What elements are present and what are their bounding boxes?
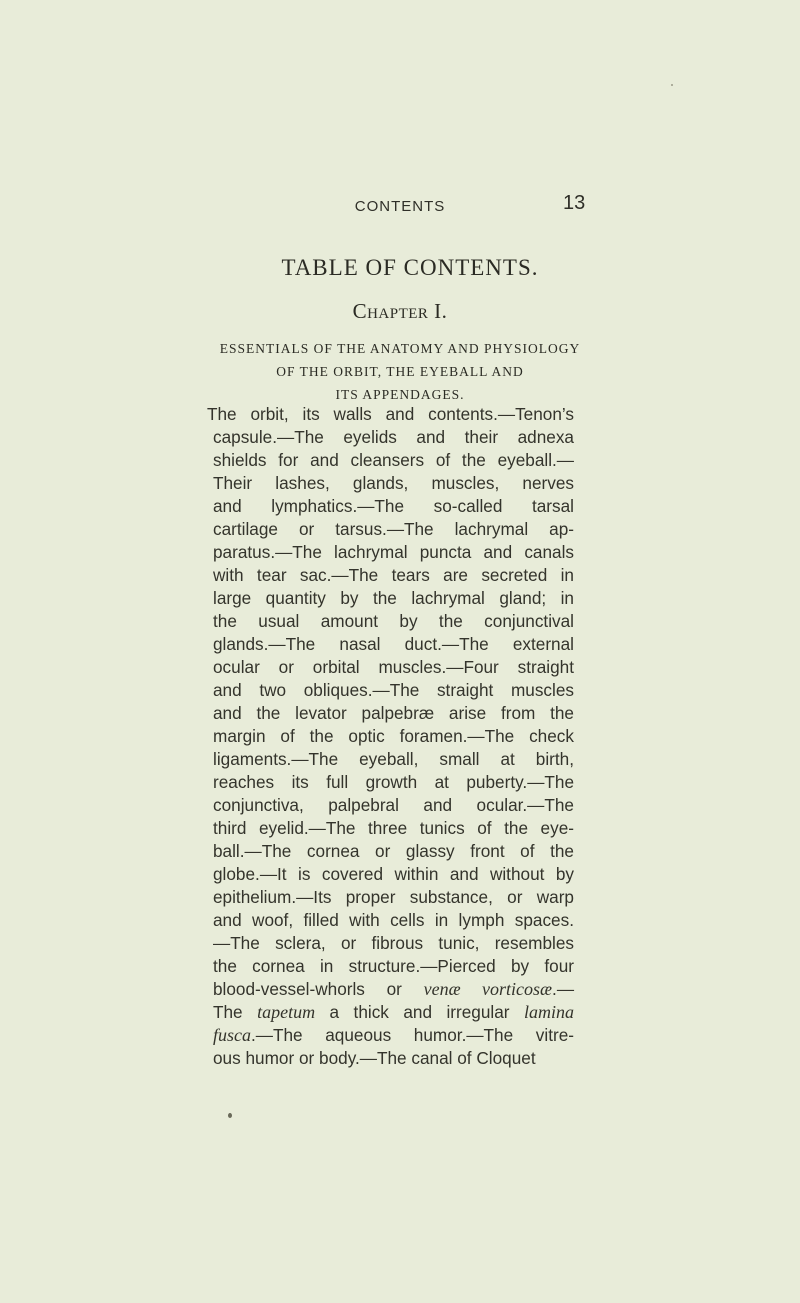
text-line: with tear sac.—The tears are secreted in: [213, 565, 574, 585]
text-run: a thick and irregular: [315, 1002, 524, 1022]
italic-term: lamina: [523, 1002, 574, 1022]
chapter-summary: [207, 403, 575, 1070]
text-line: reaches its full growth at puberty.—The: [213, 772, 574, 792]
text-line: ball.—The cornea or glassy front of the: [213, 841, 574, 861]
ink-speck: [228, 1113, 232, 1118]
text-line: the usual amount by the conjunctival: [213, 611, 574, 631]
page-number: 13: [563, 192, 586, 214]
text-line: and two obliques.—The straight muscles: [213, 680, 574, 700]
text-line: glands.—The nasal duct.—The external: [213, 634, 574, 654]
text-line: [213, 1001, 574, 1024]
subtitle-line: OF THE ORBIT, THE EYEBALL AND: [276, 364, 524, 379]
text-line: and the levator palpebræ arise from the: [213, 703, 574, 723]
text-line: and woof, filled with cells in lymph spaces.: [213, 910, 574, 930]
text-line: The orbit, its walls and contents.—Tenon’s: [207, 404, 574, 424]
text-line: epithelium.—Its proper substance, or warp: [213, 887, 574, 907]
text-line: shields for and cleansers of the eyeball.—: [213, 450, 574, 470]
text-line: —The sclera, or fibrous tunic, resembles: [213, 933, 574, 953]
text-line: [213, 978, 575, 1001]
text-line: paratus.—The lachrymal puncta and canals: [213, 542, 574, 562]
text-line: large quantity by the lachrymal gland; in: [213, 588, 574, 608]
text-line: capsule.—The eyelids and their adnexa: [213, 427, 574, 447]
italic-term: venæ vorticosæ: [423, 979, 553, 999]
text-run: The: [213, 1002, 258, 1022]
ink-speck: [671, 84, 673, 86]
text-line: the cornea in structure.—Pierced by four: [213, 956, 574, 976]
text-line: [213, 1024, 574, 1047]
text-run: .—: [552, 979, 575, 999]
running-title: CONTENTS: [354, 198, 446, 215]
italic-term: tapetum: [257, 1002, 316, 1022]
text-line: ous humor or body.—The canal of Cloquet: [213, 1048, 536, 1068]
text-run: .—The aqueous humor.—The vitre-: [251, 1025, 574, 1045]
text-line: globe.—It is covered within and without by: [213, 864, 574, 884]
italic-term: fusca: [213, 1025, 251, 1045]
subtitle-line: ESSENTIALS OF THE ANATOMY AND PHYSIOLOGY: [219, 341, 581, 356]
subtitle-line: ITS APPENDAGES.: [335, 387, 465, 402]
chapter-subtitle: [140, 337, 660, 406]
text-line: ocular or orbital muscles.—Four straight: [213, 657, 574, 677]
text-line: cartilage or tarsus.—The lachrymal ap-: [213, 519, 574, 539]
text-line: Their lashes, glands, muscles, nerves: [213, 473, 574, 493]
text-line: third eyelid.—The three tunics of the eye-: [213, 818, 574, 838]
text-line: and lymphatics.—The so-called tarsal: [213, 496, 574, 516]
toc-heading: TABLE OF CONTENTS.: [281, 255, 539, 280]
text-line: margin of the optic foramen.—The check: [213, 726, 574, 746]
running-head: [0, 192, 800, 220]
text-line: conjunctiva, palpebral and ocular.—The: [213, 795, 574, 815]
text-line: ligaments.—The eyeball, small at birth,: [213, 749, 574, 769]
chapter-label: Chapter I.: [352, 299, 448, 323]
text-run: blood-vessel-whorls or: [213, 979, 424, 999]
